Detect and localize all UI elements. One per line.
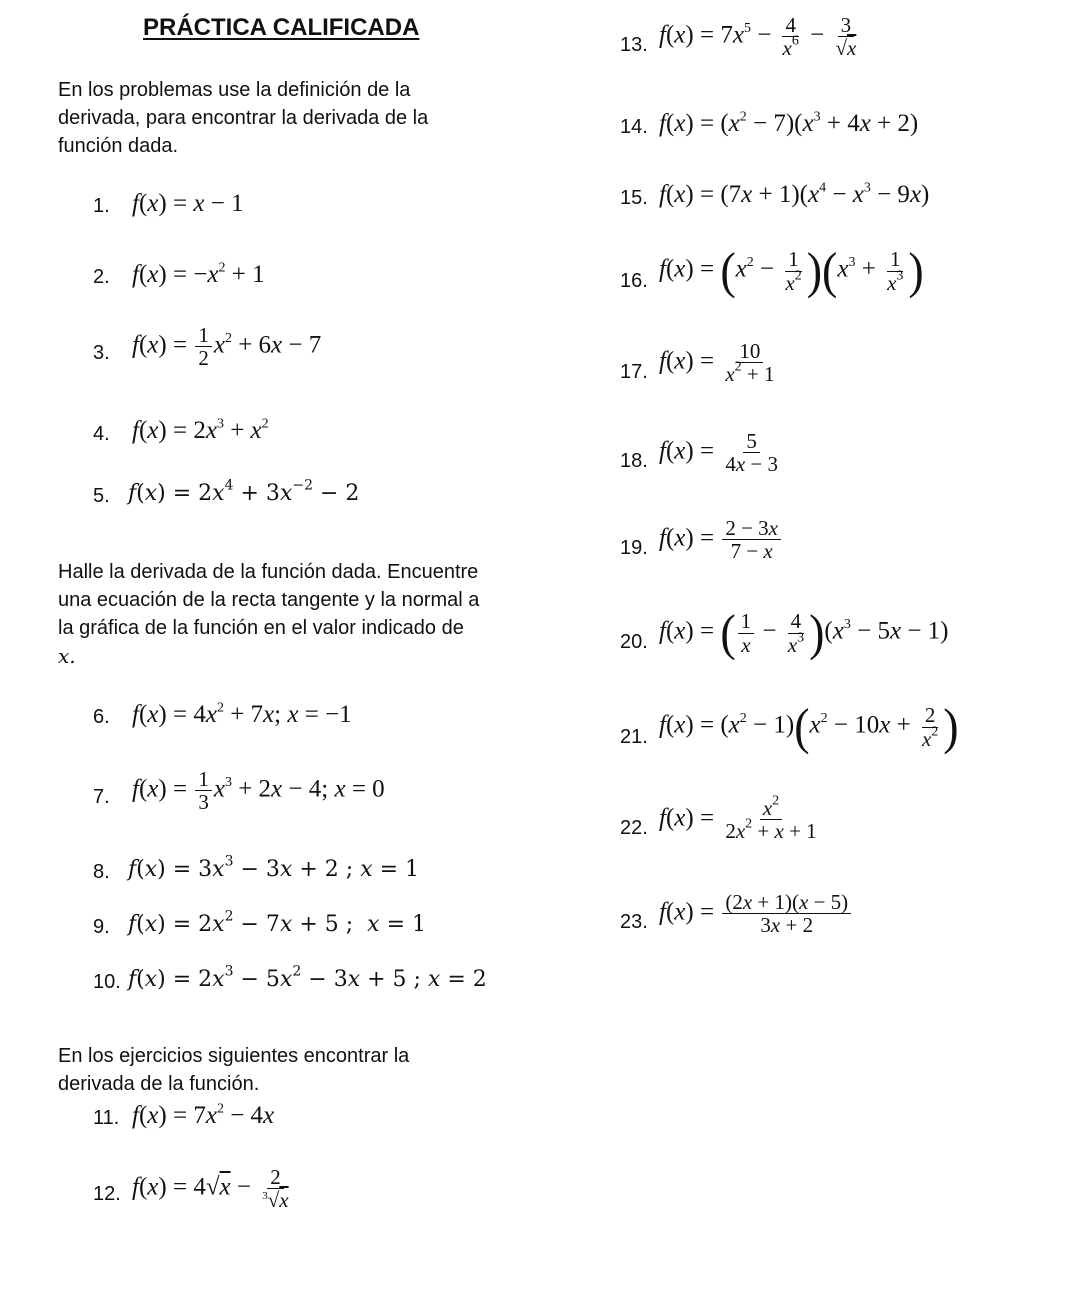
section-2-line: la gráfica de la función en el valor indicado de (58, 617, 464, 639)
problem-9-formula: $f(x) = 2x^2 - 7x + 5$ ; x = 1 (128, 908, 427, 937)
problem-number: 16. (620, 270, 648, 292)
problem-number: 7. (93, 786, 110, 808)
problem-22-formula: f(x) = $\frac{x^2}{2x^2 + x + 1}$ (659, 793, 817, 844)
problem-3-formula: f(x) = $\frac{1}{2}$ $x^2 + 6x - 7$ (132, 323, 322, 371)
problem-15-formula: $f(x) = (7x + 1)(x^4 - x^3 - 9x)$ (659, 180, 930, 208)
problem-13-formula: $f(x) = 7x^5$ − $\frac{4}{x^6}$ − $\frac{3}{√x}$ (659, 13, 857, 61)
problem-7-formula: f(x) = $\frac{1}{3}$ $x^3 + 2x - 4$; x = 0 (132, 767, 385, 815)
problem-number: 4. (93, 423, 110, 445)
page-title: PRÁCTICA CALIFICADA (143, 14, 420, 41)
problem-12-formula: f(x) = 4√x − $\frac{2}{^3√x}$ (132, 1165, 289, 1213)
problem-number: 9. (93, 916, 110, 938)
problem-number: 12. (93, 1183, 121, 1205)
problem-20-formula: f(x) = ( $\frac{1}{x}$ − $\frac{4}{x^3}$ )$(x^3 - 5x - 1)$ (659, 604, 949, 661)
problem-11-formula: $f(x) = 7x^2 - 4x$ (132, 1101, 275, 1129)
problem-2-formula: $f(x) = -x^2 + 1$ (132, 260, 265, 288)
problem-5-formula: $f(x) = 2x^4 + 3x^{-2} - 2$ (128, 477, 360, 506)
problem-18-formula: f(x) = $\frac{5}{4x - 3}$ (659, 429, 778, 477)
problem-10-formula: $f(x) = 2x^3 - 5x^2 - 3x + 5$ ; x = 2 (128, 963, 487, 992)
section-2-line: x. (58, 644, 76, 668)
problem-number: 2. (93, 266, 110, 288)
section-1-line: derivada, para encontrar la derivada de la (58, 107, 429, 129)
problem-21-formula: $f(x) = (x^2 - 1)(x^2 - 10x$ + $\frac{2}{x^2}$ ) (659, 698, 959, 755)
section-3-line: En los ejercicios siguientes encontrar la (58, 1045, 410, 1067)
problem-14-formula: $f(x) = (x^2 - 7)(x^3 + 4x + 2)$ (659, 109, 919, 137)
problem-number: 10. (93, 971, 121, 993)
problem-number: 17. (620, 361, 648, 383)
problem-4-formula: $f(x) = 2x^3 + x^2$ (132, 416, 269, 444)
problem-number: 1. (93, 195, 110, 217)
problem-number: 11. (93, 1107, 120, 1129)
problem-number: 3. (93, 342, 110, 364)
section-1-line: En los problemas use la definición de la (58, 79, 411, 101)
problem-6-formula: $f(x) = 4x^2 + 7x$; x = −1 (132, 700, 352, 728)
problem-number: 22. (620, 817, 648, 839)
section-2-line: Halle la derivada de la función dada. Encuentre (58, 561, 479, 583)
section-2-line: una ecuación de la recta tangente y la normal a (58, 589, 480, 611)
problem-number: 6. (93, 706, 110, 728)
section-3-line: derivada de la función. (58, 1073, 260, 1095)
problem-8-formula: $f(x) = 3x^3 - 3x + 2$ ; x = 1 (128, 853, 420, 882)
problem-1-formula: f(x) = x − 1 (132, 190, 244, 217)
problem-number: 19. (620, 537, 648, 559)
problem-number: 18. (620, 450, 648, 472)
problem-number: 14. (620, 116, 648, 138)
section-1-line: función dada. (58, 135, 179, 157)
problem-number: 20. (620, 631, 648, 653)
problem-17-formula: f(x) = $\frac{10}{x^2 + 1}$ (659, 339, 775, 387)
problem-number: 5. (93, 485, 110, 507)
problem-19-formula: f(x) = $\frac{2 - 3x}{7 - x}$ (659, 517, 783, 562)
problem-number: 8. (93, 861, 110, 883)
problem-number: 21. (620, 726, 648, 748)
problem-number: 23. (620, 911, 648, 933)
problem-23-formula: f(x) = $\frac{(2x + 1)(x - 5)}{3x + 2}$ (659, 891, 853, 936)
problem-number: 15. (620, 187, 648, 209)
problem-16-formula: $f(x) = (x^2$ − $\frac{1}{x^2}$ )($x^3$ + $\frac{1}{x^3}$ ) (659, 242, 924, 299)
problem-number: 13. (620, 34, 648, 56)
